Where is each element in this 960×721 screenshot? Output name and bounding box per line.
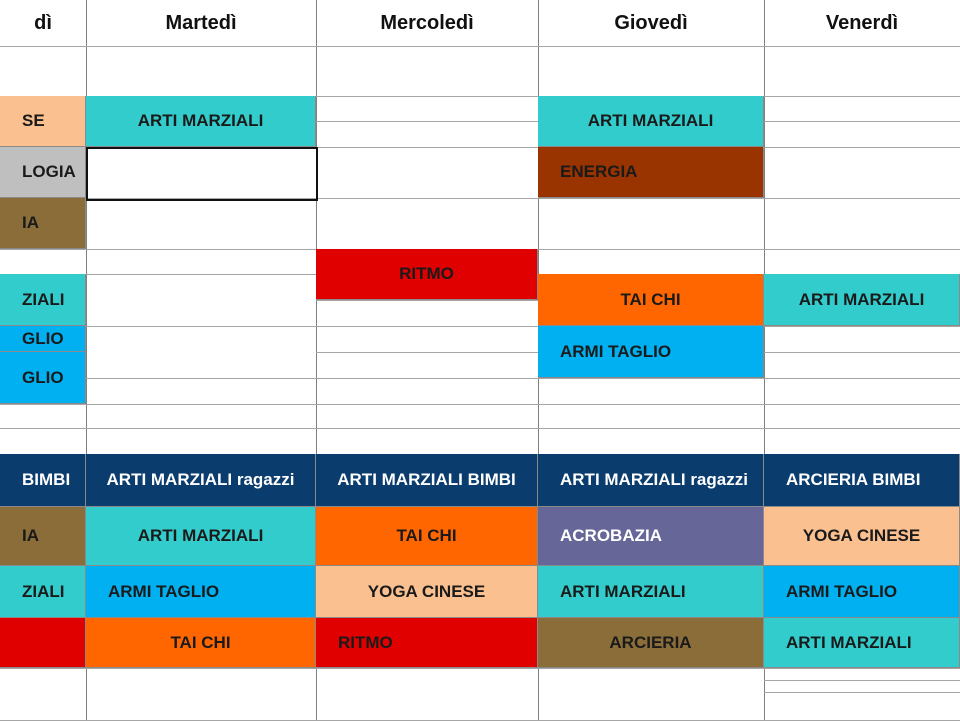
class-cell[interactable] <box>764 274 960 326</box>
class-cell[interactable] <box>0 454 86 507</box>
class-label: ENERGIA <box>560 162 638 181</box>
class-label: ZIALI <box>22 289 65 309</box>
row-divider <box>0 404 86 405</box>
class-cell[interactable] <box>86 566 316 618</box>
class-cell[interactable] <box>538 507 764 566</box>
row-divider <box>316 378 538 379</box>
class-label: ARTI MARZIALI ragazzi <box>560 470 748 489</box>
row-divider <box>316 352 538 353</box>
class-label: TAI CHI <box>396 526 457 545</box>
class-cell[interactable] <box>0 147 86 198</box>
class-cell[interactable] <box>538 326 764 378</box>
class-label: TAI CHI <box>170 632 231 652</box>
class-cell[interactable] <box>0 274 86 326</box>
class-cell[interactable] <box>0 566 86 618</box>
class-label: ARMI TAGLIO <box>786 581 898 601</box>
class-label: GLIO <box>22 328 64 348</box>
row-divider <box>316 326 538 327</box>
class-label: BIMBI <box>22 470 71 489</box>
row-divider <box>764 352 960 353</box>
class-cell[interactable] <box>316 454 538 507</box>
class-label: ARTI MARZIALI <box>137 111 264 130</box>
class-cell[interactable] <box>538 618 764 668</box>
class-label: IA <box>22 526 39 545</box>
class-label: ARTI MARZIALI <box>587 111 714 130</box>
row-divider <box>764 121 960 122</box>
class-cell[interactable] <box>538 147 764 198</box>
row-divider <box>86 326 316 327</box>
class-label: ARTI MARZIALI <box>786 632 912 652</box>
class-cell[interactable] <box>0 96 86 147</box>
class-label: YOGA CINESE <box>367 581 486 601</box>
class-cell[interactable] <box>86 454 316 507</box>
row-divider <box>764 692 960 693</box>
class-label: ARTI MARZIALI ragazzi <box>106 470 295 489</box>
row-divider <box>538 428 764 429</box>
class-cell[interactable] <box>86 96 316 147</box>
class-cell[interactable] <box>764 566 960 618</box>
class-label: RITMO <box>399 264 454 283</box>
class-label: ARCIERIA BIMBI <box>786 470 921 489</box>
row-divider <box>0 668 960 669</box>
class-cell[interactable] <box>538 96 764 147</box>
class-label: YOGA CINESE <box>802 526 921 545</box>
row-divider <box>538 378 764 379</box>
class-cell[interactable] <box>764 507 960 566</box>
class-cell[interactable] <box>86 618 316 668</box>
row-divider <box>764 680 960 681</box>
class-label: ARTI MARZIALI <box>798 289 925 309</box>
class-label: ARTI MARZIALI BIMBI <box>337 470 516 489</box>
header-monday: dì <box>34 12 52 34</box>
row-divider <box>86 274 316 275</box>
row-divider <box>86 404 316 405</box>
class-cell[interactable] <box>538 274 764 326</box>
class-label: ARTI MARZIALI <box>137 526 264 545</box>
class-cell[interactable] <box>86 507 316 566</box>
class-label: TAI CHI <box>620 289 681 309</box>
header-tuesday: Martedì <box>165 12 237 34</box>
class-label: IA <box>22 213 39 232</box>
class-cell[interactable] <box>0 352 86 404</box>
row-divider <box>764 428 960 429</box>
row-divider <box>764 326 960 327</box>
class-cell[interactable] <box>0 507 86 566</box>
row-divider <box>316 300 538 301</box>
row-divider <box>538 404 764 405</box>
class-cell[interactable] <box>316 618 538 668</box>
row-divider <box>0 46 960 47</box>
row-divider <box>0 428 86 429</box>
class-label: ZIALI <box>22 581 65 601</box>
row-divider <box>764 378 960 379</box>
class-cell[interactable] <box>764 454 960 507</box>
class-label: GLIO <box>22 367 64 387</box>
header-thursday: Giovedì <box>614 12 688 34</box>
class-cell[interactable] <box>538 566 764 618</box>
class-label: RITMO <box>338 632 393 652</box>
class-cell[interactable] <box>0 618 86 668</box>
class-cell[interactable] <box>538 454 764 507</box>
class-cell[interactable] <box>0 326 86 352</box>
class-cell[interactable] <box>316 566 538 618</box>
class-label: SE <box>22 111 45 130</box>
selected-cell[interactable] <box>86 147 318 201</box>
header-wednesday: Mercoledì <box>380 12 474 34</box>
class-label: ARTI MARZIALI <box>560 581 686 601</box>
row-divider <box>86 428 316 429</box>
class-label: ARMI TAGLIO <box>560 341 672 361</box>
class-label: ARCIERIA <box>609 632 692 652</box>
row-divider <box>764 404 960 405</box>
class-label: LOGIA <box>22 162 76 181</box>
class-label: ARMI TAGLIO <box>108 581 220 601</box>
row-divider <box>316 121 538 122</box>
row-divider <box>316 404 538 405</box>
row-divider <box>316 428 538 429</box>
class-cell[interactable] <box>316 507 538 566</box>
class-cell[interactable] <box>764 618 960 668</box>
class-cell[interactable] <box>316 249 538 300</box>
header-friday: Venerdì <box>825 12 899 34</box>
class-cell[interactable] <box>0 198 86 249</box>
class-label: ACROBAZIA <box>560 526 662 545</box>
row-divider <box>86 378 316 379</box>
